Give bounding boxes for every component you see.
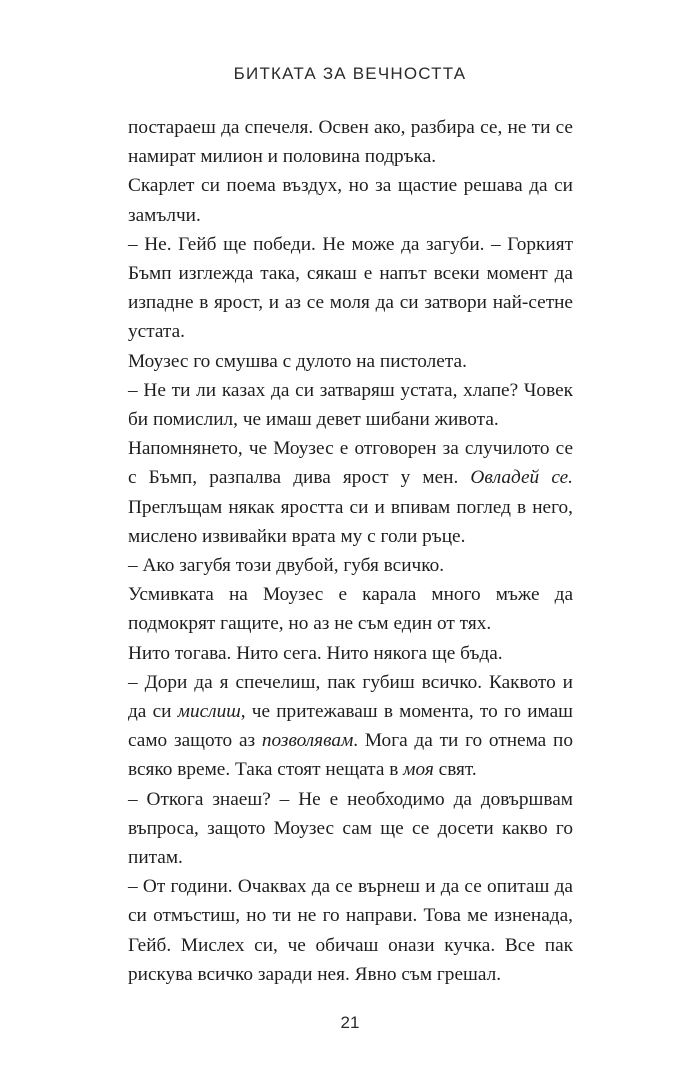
paragraph [128, 551, 573, 580]
text-run: Нито тогава. Нито сега. Нито някога ще бъда. [128, 642, 503, 664]
italic-text: позволявам [261, 730, 354, 752]
paragraph [128, 872, 573, 989]
italic-text: мислиш [177, 701, 241, 723]
paragraph [128, 668, 573, 785]
text-run: Скарлет си поема въздух, но за щастие решава да си замълчи. [128, 175, 573, 226]
text-run: постараеш да спечеля. Освен ако, разбира се, не ти се намират милион и половина подръка. [128, 117, 573, 168]
text-run: , че притежаваш в момента, то го имаш само защото аз [128, 701, 573, 752]
text-run: – Ако загубя този двубой, губя всичко. [128, 555, 445, 577]
paragraph [128, 639, 573, 668]
paragraph [128, 580, 573, 638]
text-run: Напомнянето, че Моузес е отговорен за случилото се с Бъмп, разпалва дива ярост у мен. [128, 438, 573, 489]
text-run: – Откога знаеш? – Не е необходимо да довършвам въпроса, защото Моузес сам ще се досети какво го питам. [128, 788, 573, 869]
text-run: Усмивката на Моузес е карала много мъже да подмокрят гащите, но аз не съм един от тях. [128, 584, 573, 635]
text-run: . Мога да ти го отнема по всяко време. Така стоят нещата в [128, 730, 573, 781]
text-run: Преглъщам някак яростта си и впивам поглед в него, мислено извивайки врата му с голи ръце. [128, 496, 573, 547]
text-run: Моузес го смушва с дулото на пистолета. [128, 350, 467, 372]
italic-text: Овладей се. [470, 467, 573, 489]
paragraph [128, 347, 573, 376]
text-run: – Дори да я спечелиш, пак губиш всичко. Каквото и да си [128, 671, 573, 723]
body-text [128, 113, 573, 989]
paragraph [128, 785, 573, 873]
italic-text: моя [403, 759, 434, 781]
paragraph [128, 434, 573, 551]
running-title: БИТКАТА ЗА ВЕЧНОСТТА [233, 64, 467, 83]
text-run: свят. [433, 759, 477, 781]
text-run: – Не ти ли казах да си затваряш устата, хлапе? Човек би помислил, че имаш девет шибани живота. [128, 379, 573, 431]
text-run: – Не. Гейб ще победи. Не може да загуби. – Горкият Бъмп изглежда така, сякаш е напът всеки момент да изпадне в ярост, и аз се моля да си затвори най-сетне устата. [128, 233, 573, 343]
paragraph [128, 230, 573, 347]
paragraph [128, 376, 573, 434]
page-number: 21 [340, 1013, 360, 1032]
paragraph [128, 113, 573, 171]
paragraph [128, 171, 573, 229]
text-run: – От години. Очаквах да се върнеш и да се опиташ да си отмъстиш, но ти не го направи. Това ме изненада, Гейб. Мислех си, че обичаш онази кучка. Все пак рискува всичко заради нея. Явно съм грешал. [128, 876, 573, 985]
